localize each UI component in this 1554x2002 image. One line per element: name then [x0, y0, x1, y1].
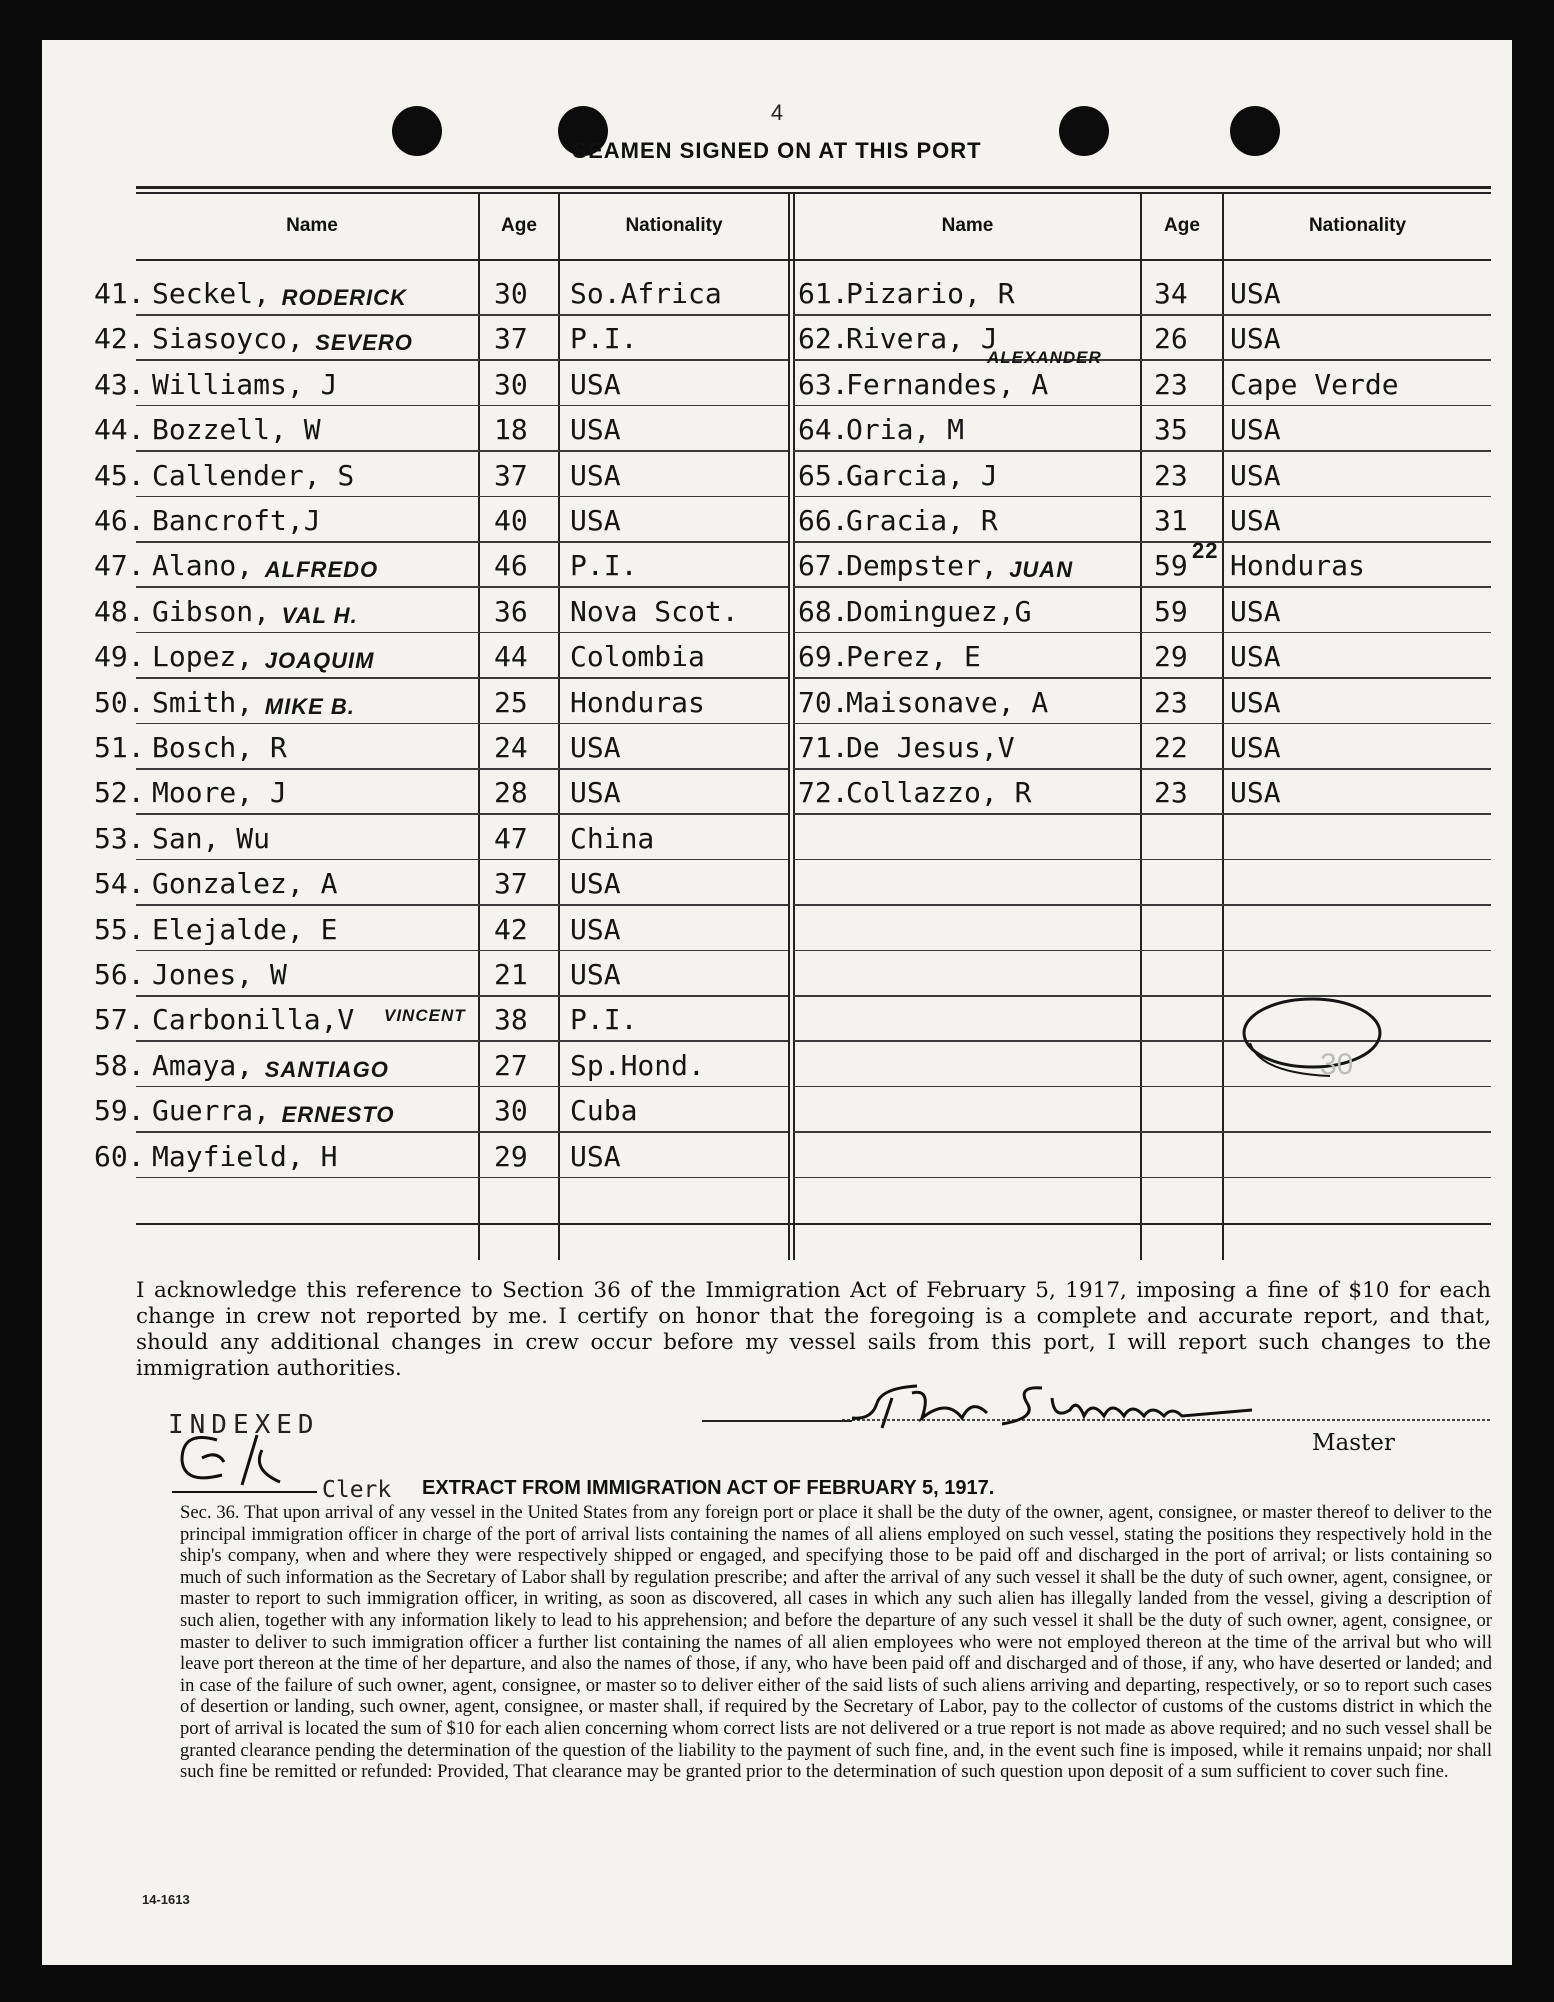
- crew-nationality: USA: [1230, 458, 1281, 492]
- row-number: 57.: [94, 1003, 145, 1037]
- divider-rule: [702, 1420, 852, 1422]
- header-nationality-left: Nationality: [625, 215, 723, 236]
- form-title: SEAMEN SIGNED ON AT THIS PORT: [572, 138, 982, 163]
- crew-nationality: USA: [1230, 277, 1281, 310]
- row-rule: [136, 995, 788, 997]
- crew-name-handwritten: MIKE B.: [264, 693, 355, 719]
- header-age-right: Age: [1164, 215, 1200, 236]
- table-top-rule: [136, 186, 1491, 189]
- annotation-age-correction: 22: [1192, 538, 1219, 563]
- crew-age: 23: [1154, 458, 1188, 492]
- row-rule: [793, 632, 1491, 634]
- clerk-initials-icon: [162, 1420, 342, 1500]
- crew-name: Collazzo, R: [846, 776, 1032, 810]
- crew-name: Oria, M: [846, 413, 965, 447]
- crew-name: Moore, J: [152, 776, 287, 810]
- crew-nationality: Honduras: [1230, 549, 1365, 583]
- annotation-vincent: VINCENT: [384, 1006, 466, 1025]
- row-number: 61.: [798, 277, 849, 310]
- row-rule: [793, 405, 1491, 407]
- row-rule: [136, 723, 788, 725]
- crew-nationality: P.I.: [570, 322, 638, 356]
- crew-age: 42: [494, 912, 528, 946]
- row-rule: [136, 813, 788, 815]
- table-top-rule: [136, 192, 1491, 194]
- crew-nationality: USA: [570, 367, 621, 401]
- crew-nationality: Honduras: [570, 685, 705, 719]
- crew-age: 23: [1154, 685, 1188, 719]
- circled-annotation-icon: [1240, 988, 1390, 1088]
- row-number: 42.: [94, 322, 145, 356]
- row-number: 68.: [798, 594, 849, 628]
- row-number: 49.: [94, 640, 145, 674]
- annotation-alexander: ALEXANDER: [987, 348, 1102, 367]
- row-number: 56.: [94, 958, 145, 991]
- crew-age: 25: [494, 685, 528, 719]
- crew-name: Lopez,: [152, 640, 254, 674]
- crew-nationality: So.Africa: [570, 277, 722, 310]
- crew-age: 37: [494, 322, 528, 356]
- crew-nationality: USA: [1230, 685, 1281, 719]
- crew-name: Seckel,: [152, 277, 271, 310]
- row-rule: [793, 496, 1491, 498]
- master-signature-icon: [822, 1358, 1502, 1438]
- crew-age: 40: [494, 504, 528, 537]
- row-rule: [136, 1131, 788, 1133]
- crew-nationality: USA: [570, 413, 621, 447]
- row-number: 67.: [798, 549, 849, 583]
- row-rule: [793, 768, 1491, 770]
- row-rule: [136, 359, 788, 361]
- crew-age: 30: [494, 367, 528, 401]
- indexed-stamp: INDEXED: [168, 1410, 320, 1440]
- crew-name: Amaya,: [152, 1048, 254, 1082]
- row-number: 50.: [94, 685, 145, 719]
- crew-name-handwritten: ERNESTO: [281, 1102, 395, 1128]
- row-rule: [136, 1086, 788, 1088]
- crew-nationality: USA: [1230, 731, 1281, 764]
- header-age-left: Age: [501, 215, 537, 236]
- row-rule: [136, 541, 788, 543]
- row-rule: [136, 950, 788, 952]
- crew-nationality: P.I.: [570, 1003, 638, 1037]
- column-divider: [1140, 192, 1142, 1260]
- row-rule: [136, 1177, 788, 1179]
- crew-name: Bozzell, W: [152, 413, 321, 447]
- crew-name: Callender, S: [152, 458, 355, 492]
- row-rule: [793, 677, 1491, 679]
- crew-nationality: USA: [570, 731, 621, 764]
- row-rule: [793, 314, 1491, 316]
- row-rule: [136, 768, 788, 770]
- row-number: 60.: [94, 1139, 145, 1173]
- header-name-right: Name: [941, 215, 994, 236]
- crew-age: 37: [494, 867, 528, 901]
- crew-name-handwritten: JOAQUIM: [264, 648, 375, 674]
- master-label: Master: [1312, 1430, 1395, 1456]
- crew-name: Maisonave, A: [846, 685, 1049, 719]
- column-divider: [558, 192, 560, 1260]
- row-rule: [136, 405, 788, 407]
- crew-age: 30: [494, 277, 528, 310]
- crew-name: Elejalde, E: [152, 912, 338, 946]
- row-number: 64.: [798, 413, 849, 447]
- row-rule: [136, 496, 788, 498]
- crew-age: 35: [1154, 413, 1188, 447]
- row-rule: [136, 586, 788, 588]
- extract-title: EXTRACT FROM IMMIGRATION ACT OF FEBRUARY 5, 1917.: [422, 1477, 995, 1499]
- header-nationality-right: Nationality: [1308, 215, 1407, 236]
- crew-age: 36: [494, 594, 528, 628]
- row-number: 63.: [798, 367, 849, 401]
- extract-body: Sec. 36. That upon arrival of any vessel in the United States from any foreign port or place it shall be the duty of the owner, agent, consignee, or master thereof to deliver to the principal immigration officer in charge of the port of arrival lists containing the names of all aliens employed on such vessel, stating the positions they respectively hold in the ship's company, when and where they were respectively shipped or engaged, and specifying those to be paid off and discharged in the port of arrival; or lists containing so much of such information as the Secretary of Labor shall by regulation prescribe; and after the arrival of any such vessel it shall be the duty of such owner, agent, consignee, or master to report to such immigration officer, in writing, as soon as discovered, all cases in which any such alien has illegally landed from the vessel, giving a description of such alien, together with any information likely to lead to his apprehension; and before the departure of any such vessel it shall be the duty of such owner, agent, consignee, or master to deliver to such immigration officer a further list containing the names of all alien employees who were not employed thereon at the time of the arrival but who will leave port thereon at the time of her departure, and also the names of those, if any, who have been paid off and discharged and of those, if any, who have deserted or landed; and in case of the failure of such owner, agent, consignee, or master so to deliver either of the said lists of such aliens arriving and departing, respectively, or so to report such cases of desertion or landing, such owner, agent, consignee, or master shall, if required by the Secretary of Labor, pay to the collector of customs of the customs district in which the port of arrival is located the sum of $10 for each alien concerning whom correct lists are not delivered or a true report is not made as above required; and no such vessel shall be granted clearance pending the determination of the question of the liability to the payment of such fine, and, in the event such fine is imposed, while it remains unpaid; nor shall such fine be remitted or refunded: Provided, That clearance may be granted prior to the determination of such question upon deposit of a sum sufficient to cover such fine.: [180, 1502, 1492, 1783]
- crew-name: Gonzalez, A: [152, 867, 338, 901]
- crew-age: 47: [494, 821, 528, 855]
- header-name-left: Name: [286, 215, 338, 236]
- row-rule: [136, 314, 788, 316]
- row-rule: [136, 632, 788, 634]
- crew-name: Gracia, R: [846, 504, 998, 537]
- crew-name: Perez, E: [846, 640, 981, 674]
- crew-name-handwritten: VAL H.: [281, 602, 358, 628]
- crew-nationality: USA: [570, 776, 621, 810]
- crew-nationality: USA: [570, 958, 621, 991]
- crew-nationality: Nova Scot.: [570, 594, 739, 628]
- row-number: 43.: [94, 367, 145, 401]
- crew-name: Dempster,: [846, 549, 998, 583]
- row-rule: [793, 904, 1491, 906]
- crew-nationality: Cuba: [570, 1094, 638, 1128]
- crew-age: 37: [494, 458, 528, 492]
- row-number: 44.: [94, 413, 145, 447]
- row-number: 46.: [94, 504, 145, 537]
- row-number: 65.: [798, 458, 849, 492]
- row-rule: [793, 359, 1491, 361]
- crew-name: Bancroft,J: [152, 504, 321, 537]
- row-rule: [136, 859, 788, 861]
- crew-name: Garcia, J: [846, 458, 998, 492]
- crew-nationality: USA: [1230, 413, 1281, 447]
- row-rule: [136, 904, 788, 906]
- row-rule: [793, 450, 1491, 452]
- crew-nationality: Cape Verde: [1230, 367, 1399, 401]
- crew-age: 24: [494, 731, 528, 764]
- row-rule: [793, 541, 1491, 543]
- crew-age: 38: [494, 1003, 528, 1037]
- crew-name: Fernandes, A: [846, 367, 1049, 401]
- column-divider: [1222, 192, 1224, 1260]
- row-rule: [136, 450, 788, 452]
- row-number: 58.: [94, 1048, 145, 1082]
- crew-name: Gibson,: [152, 594, 271, 628]
- crew-nationality: USA: [570, 1139, 621, 1173]
- crew-name-handwritten: JUAN: [1009, 557, 1074, 583]
- form-number: 14-1613: [142, 1892, 190, 1907]
- crew-name: Siasoyco,: [152, 322, 304, 356]
- crew-age: 27: [494, 1048, 528, 1082]
- crew-name: Carbonilla,V: [152, 1003, 355, 1037]
- row-rule: [793, 723, 1491, 725]
- crew-age: 44: [494, 640, 528, 674]
- crew-age: 23: [1154, 776, 1188, 810]
- crew-age: 21: [494, 958, 528, 991]
- page-number: 4: [770, 100, 784, 125]
- row-number: 45.: [94, 458, 145, 492]
- clerk-label: Clerk: [322, 1477, 392, 1503]
- crew-nationality: USA: [570, 867, 621, 901]
- row-rule: [793, 1131, 1491, 1133]
- row-rule: [136, 677, 788, 679]
- crew-nationality: USA: [570, 458, 621, 492]
- row-number: 70.: [798, 685, 849, 719]
- circled-number: 30: [1320, 1048, 1354, 1081]
- crew-name-handwritten: SANTIAGO: [264, 1056, 389, 1082]
- crew-age: 28: [494, 776, 528, 810]
- crew-age: 26: [1154, 322, 1188, 356]
- acknowledgement-text: I acknowledge this reference to Section 36 of the Immigration Act of February 5, 1917, imposing a fine of $10 for each change in crew not reported by me. I certify on honor that the foregoing is a complete and accurate report, and that, should any additional changes in crew occur before my vessel sails from this port, I will report such changes to the immigration authorities.: [136, 1278, 1491, 1381]
- crew-name-handwritten: ALFREDO: [264, 557, 379, 583]
- crew-name: Rivera, J: [846, 322, 998, 356]
- crew-nationality: USA: [1230, 322, 1281, 356]
- crew-nationality: USA: [1230, 504, 1281, 537]
- crew-age: 34: [1154, 277, 1188, 310]
- table-bottom-rule: [136, 1223, 1491, 1225]
- crew-age: 29: [1154, 640, 1188, 674]
- row-rule: [793, 950, 1491, 952]
- crew-age: 29: [494, 1139, 528, 1173]
- crew-name: Guerra,: [152, 1094, 271, 1128]
- crew-age: 22: [1154, 731, 1188, 764]
- crew-nationality: Sp.Hond.: [570, 1048, 705, 1082]
- crew-name: Bosch, R: [152, 731, 287, 764]
- crew-nationality: USA: [1230, 776, 1281, 810]
- row-number: 69.: [798, 640, 849, 674]
- crew-name: Mayfield, H: [152, 1139, 338, 1173]
- crew-age: 59: [1154, 549, 1188, 583]
- crew-age: 18: [494, 413, 528, 447]
- crew-age: 23: [1154, 367, 1188, 401]
- row-number: 62.: [798, 322, 849, 356]
- row-rule: [793, 1177, 1491, 1179]
- row-number: 41.: [94, 277, 145, 310]
- crew-name: Dominguez,G: [846, 594, 1032, 628]
- crew-age: 30: [494, 1094, 528, 1128]
- column-divider: [788, 192, 790, 1260]
- crew-name-handwritten: SEVERO: [315, 330, 413, 356]
- row-number: 66.: [798, 504, 849, 537]
- row-number: 47.: [94, 549, 145, 583]
- row-number: 55.: [94, 912, 145, 946]
- row-number: 53.: [94, 821, 145, 855]
- column-divider: [793, 192, 795, 1260]
- row-number: 72.: [798, 776, 849, 810]
- crew-nationality: USA: [570, 504, 621, 537]
- crew-age: 59: [1154, 594, 1188, 628]
- row-rule: [793, 813, 1491, 815]
- row-number: 51.: [94, 731, 145, 764]
- crew-name: Smith,: [152, 685, 254, 719]
- crew-name: Williams, J: [152, 367, 338, 401]
- crew-nationality: China: [570, 821, 655, 855]
- row-rule: [793, 586, 1491, 588]
- crew-name: Jones, W: [152, 958, 287, 991]
- crew-name: San, Wu: [152, 821, 271, 855]
- crew-name: De Jesus,V: [846, 731, 1015, 764]
- crew-nationality: USA: [570, 912, 621, 946]
- crew-name: Alano,: [152, 549, 254, 583]
- crew-age: 46: [494, 549, 528, 583]
- crew-nationality: P.I.: [570, 549, 638, 583]
- header-rule: [136, 259, 1491, 261]
- row-number: 48.: [94, 594, 145, 628]
- row-number: 59.: [94, 1094, 145, 1128]
- crew-age: 31: [1154, 504, 1188, 537]
- document-page: [42, 40, 1512, 1965]
- row-number: 71.: [798, 731, 849, 764]
- row-number: 54.: [94, 867, 145, 901]
- row-rule: [136, 1040, 788, 1042]
- crew-nationality: USA: [1230, 640, 1281, 674]
- row-number: 52.: [94, 776, 145, 810]
- crew-name-handwritten: RODERICK: [281, 285, 407, 310]
- crew-nationality: USA: [1230, 594, 1281, 628]
- row-rule: [793, 859, 1491, 861]
- crew-name: Pizario, R: [846, 277, 1015, 310]
- column-divider: [478, 192, 480, 1260]
- crew-nationality: Colombia: [570, 640, 705, 674]
